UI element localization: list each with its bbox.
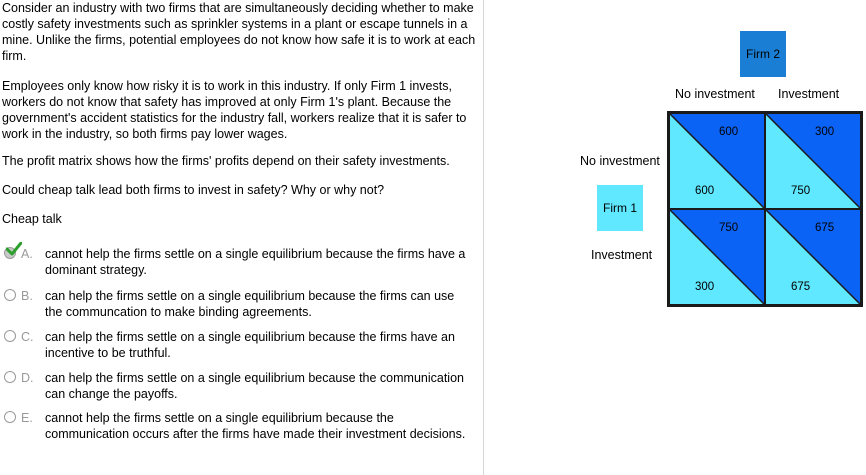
firm1-payoff: 300 [695,281,715,293]
firm1-payoff: 675 [791,281,811,293]
cell-split-graphic [669,113,765,209]
cell-no-investment-investment [765,113,861,209]
firm1-payoff: 600 [695,185,715,197]
cell-investment-investment [765,209,861,305]
cell-split-graphic [765,209,861,305]
option-c-letter: C. [21,330,34,344]
cell-no-investment-no-investment [669,113,765,209]
firm1-label-box [597,185,643,231]
question-intro: Consider an industry with two firms that are simultaneously deciding whether to make costly safety investments such as sprinkler systems in a plant or escape tunnels in a mine. Unlike the firms, potential employees do not know how safe it is to work at each firm. [2,1,476,63]
firm2-payoff: 675 [815,222,835,234]
option-c-radio[interactable] [4,330,16,342]
checkmark-icon [6,242,22,256]
col-header-investment: Investment [778,87,840,101]
firm1-label: Firm 1 [603,201,637,215]
option-d-letter: D. [21,371,34,385]
option-d-text: can help the firms settle on a single equilibrium because the communication can change the payoffs. [45,371,464,401]
option-a-text: cannot help the firms settle on a single equilibrium because the firms have a dominant strategy. [45,247,466,277]
firm2-payoff: 300 [815,126,835,138]
cell-investment-no-investment [669,209,765,305]
option-d-radio[interactable] [4,371,16,383]
option-e-radio[interactable] [4,411,16,423]
question-info: Employees only know how risky it is to work in this industry. If only Firm 1 invests, workers do not know that safety has improved at only Firm 1's plant. Because the government's accident statistics for the industry fall, workers realize that it is safer to work in the industry, so both firms pay lower wages. [2,79,467,141]
payoff-grid [667,111,863,307]
firm2-label: Firm 2 [746,47,780,61]
option-a-letter: A. [21,247,33,261]
option-e-text: cannot help the firms settle on a single equilibrium because the communication occurs after the firms have made their investment decisions. [45,411,466,441]
option-e-letter: E. [21,411,33,425]
row-header-investment: Investment [591,248,653,262]
col-header-no-investment: No investment [675,87,755,101]
option-b-text: can help the firms settle on a single equilibrium because the firms can use the communcation to make binding agreements. [45,289,455,319]
firm2-payoff: 750 [719,222,739,234]
firm2-payoff: 600 [719,126,739,138]
answer-label: Cheap talk [2,212,62,226]
payoff-matrix [484,0,866,475]
firm1-payoff: 750 [791,185,811,197]
question-prompt: Could cheap talk lead both firms to invest in safety? Why or why not? [2,183,385,197]
cell-split-graphic [765,113,861,209]
option-b-letter: B. [21,289,33,303]
option-c-text: can help the firms settle on a single equilibrium because the firms have an incentive to be truthful. [45,330,455,360]
matrix-note: The profit matrix shows how the firms' profits depend on their safety investments. [2,154,450,168]
option-b-radio[interactable] [4,289,16,301]
firm2-label-box [740,31,786,77]
row-header-no-investment: No investment [580,154,660,168]
cell-split-graphic [669,209,765,305]
